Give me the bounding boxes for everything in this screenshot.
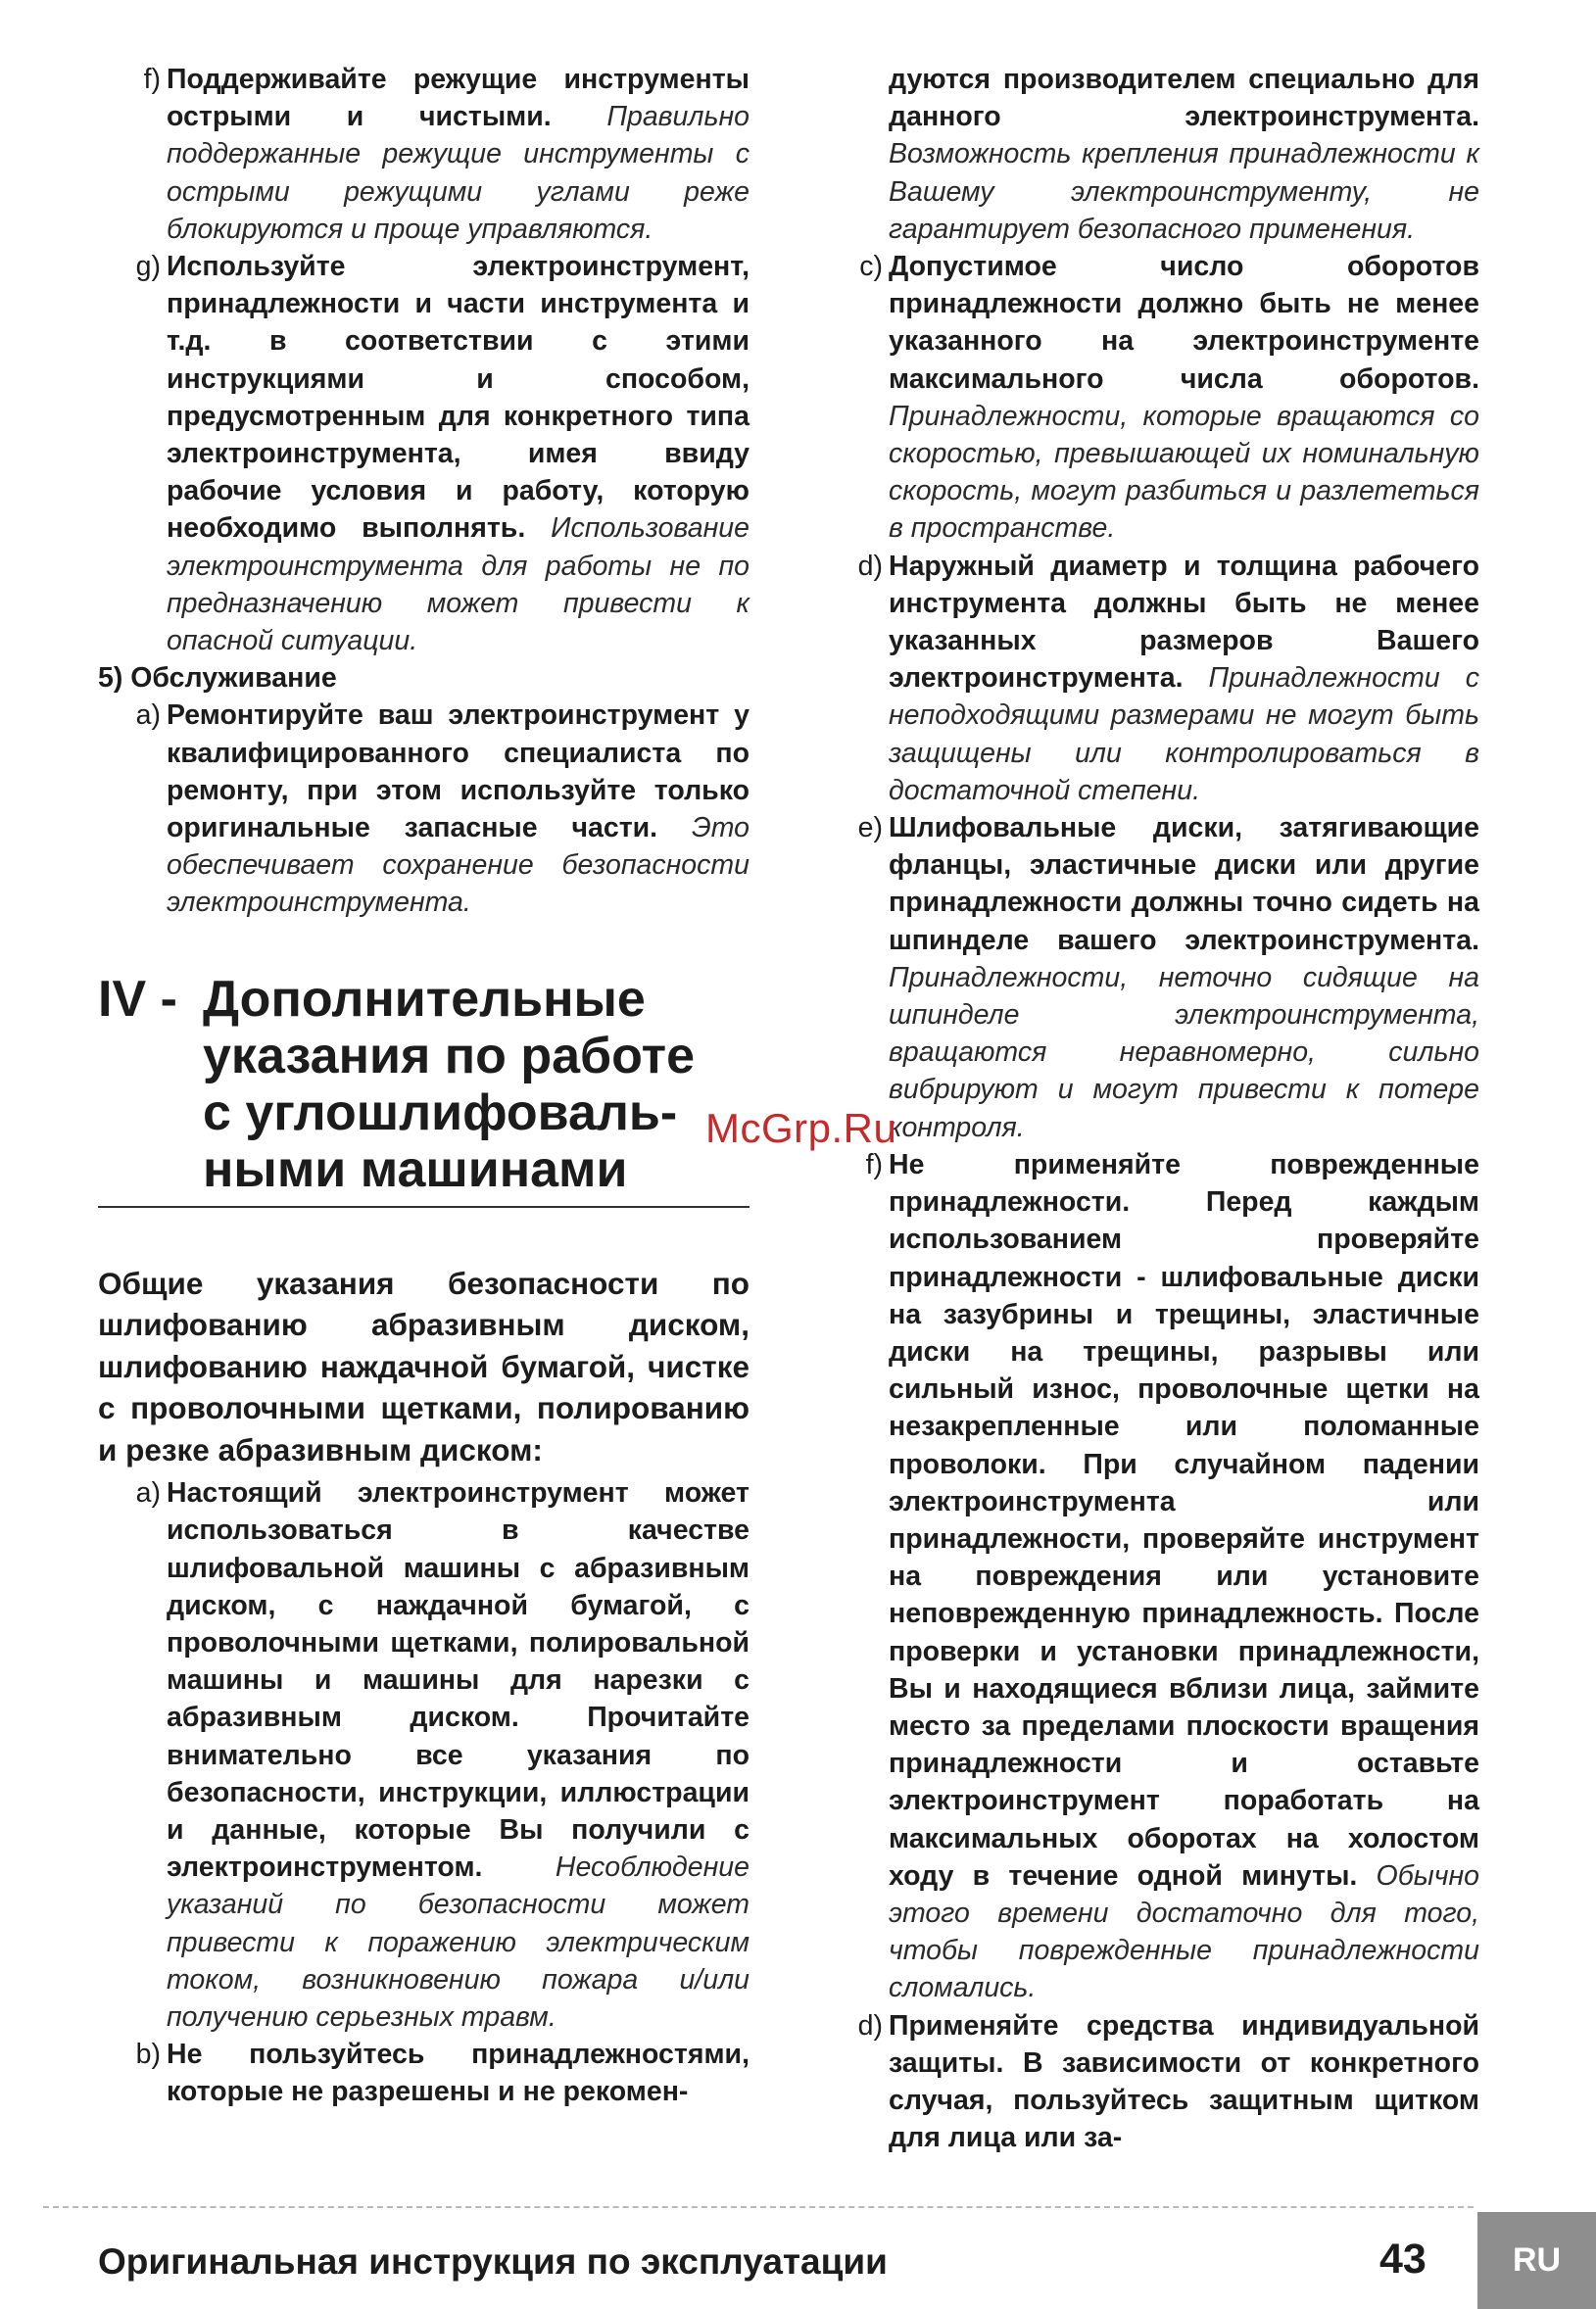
chapter-title-line: Дополнительные <box>203 970 646 1028</box>
list-item <box>848 809 1479 1146</box>
chapter-title-line: с углошлифоваль- <box>203 1083 678 1141</box>
list-item <box>98 697 750 921</box>
item-bold-text: Наружный диаметр и толщина рабочего инструмента должны быть не менее указанных размеров Вашего электроинструмента. <box>889 550 1479 695</box>
list-item-continuation <box>848 61 1479 248</box>
item-italic-text: Это обеспечивает сохранение безопасности электроинструмента. <box>167 812 750 919</box>
chapter-heading <box>98 971 750 1198</box>
list-item <box>98 61 750 248</box>
watermark: McGrp.Ru <box>705 1105 897 1151</box>
item-bold-text: Применяйте средства индивидуальной защиты. В зависимости от конкретного случая, пользуйтесь защитным щитком для лица или за- <box>889 2009 1479 2154</box>
right-items <box>848 248 1479 2156</box>
list-item-marker: a) <box>135 699 161 732</box>
chapter-title-line: ными машинами <box>203 1140 628 1198</box>
item-bold-text: Настоящий электроинструмент может использоваться в качестве шлифовальной машины с абразивным диском, с наждачной бумагой, с проволочными щетками, полировальной машины и машины для нарезки с абразивным диском. Прочитайте внимательно все указания по безопасности, инструкции, иллюстрации и данные, которые Вы получили с электроинструментом. <box>167 1477 750 1884</box>
item-bold-text: дуются производителем специально для данного электроинструмента. <box>889 64 1479 133</box>
item-bold-text: Не применяйте поврежденные принадлежности. Перед каждым использованием проверяйте принадлежности - шлифовальные диски на зазубрины и трещины, эластичные диски на трещины, разрывы или сильный износ, проволочные щетки на незакрепленные или поломанные проволоки. При случайном падении электроинструмента или принадлежности, проверяйте инструмент на повреждения или установите неповрежденную принадлежность. После проверки и установки принадлежности, Вы и находящиеся вблизи лица, займите место за пределами плоскости вращения принадлежности и оставьте электроинструмент поработать на максимальных оборотах на холостом ходу в течение одной минуты. <box>889 1148 1479 1892</box>
item-bold-text: Используйте электроинструмент, принадлежности и части инструмента и т.д. в соответствии с этими инструкциями и способом, предусмотренным для конкретного типа электроинструмента, имея ввиду рабочие условия и работу, которую необходимо выполнять. <box>167 251 750 545</box>
language-tab: RU <box>1477 2212 1596 2309</box>
list-item <box>848 2007 1479 2157</box>
list-item-marker: e) <box>857 812 883 844</box>
list-item <box>98 2036 750 2110</box>
section-heading-maintenance: 5) Обслуживание <box>98 662 337 695</box>
item-italic-text: Несоблюдение указаний по безопасности может привести к поражению электрическим током, возникновению пожара и/или получению серьезных травм. <box>167 1852 750 2034</box>
item-italic-text: Принадлежности с неподходящими размерами не могут быть защищены или контролироваться в достаточной степени. <box>889 662 1479 806</box>
item-italic-text: Принадлежности, неточно сидящие на шпинделе электроинструмента, вращаются неравномерно, сильно вибрируют и могут привести к потере контроля. <box>889 961 1479 1143</box>
left-items-bottom <box>98 1474 750 2110</box>
item-italic-text: Использование электроинструмента для работы не по предназначению может привести к опасной ситуации. <box>167 512 750 657</box>
left-column <box>98 61 750 2111</box>
maintenance-items <box>98 697 750 921</box>
footer-title: Оригинальная инструкция по эксплуатации <box>98 2241 888 2282</box>
list-item-marker: g) <box>135 251 161 283</box>
list-item-marker: c) <box>859 251 883 283</box>
heading-divider <box>98 1206 750 1208</box>
list-item <box>848 248 1479 548</box>
list-item-marker: a) <box>135 1477 161 1510</box>
list-item-marker: d) <box>857 550 883 582</box>
list-item-marker: f) <box>143 64 161 95</box>
list-item <box>848 1146 1479 2007</box>
item-italic-text: Обычно этого времени достаточно для того, чтобы поврежденные принадлежности сломались. <box>889 1859 1480 2004</box>
item-bold-text: Допустимое число оборотов принадлежности должно быть не менее указанного на электроинструменте максимального числа оборотов. <box>889 251 1479 395</box>
footer-divider <box>43 2206 1474 2208</box>
left-items-top <box>98 61 750 659</box>
item-bold-text: Шлифовальные диски, затягивающие фланцы, эластичные диски или другие принадлежности должны точно сидеть на шпинделе вашего электроинструмента. <box>889 812 1479 956</box>
page-number: 43 <box>1379 2236 1427 2283</box>
list-item <box>848 548 1479 809</box>
right-column <box>848 61 1479 2156</box>
item-italic-text: Возможность крепления принадлежности к Вашему электроинструменту, не гарантирует безопасного применения. <box>889 138 1479 245</box>
list-item <box>98 1474 750 2036</box>
list-item-marker: b) <box>135 2039 161 2071</box>
chapter-number: IV - <box>98 970 177 1028</box>
item-bold-text: Не пользуйтесь принадлежностями, которые не разрешены и не рекомен- <box>167 2039 750 2108</box>
intro-paragraph: Общие указания безопасности по шлифованию абразивным диском, шлифованию наждачной бумагой, чистке с проволочными щетками, полированию и резке абразивным диском: <box>98 1265 750 1467</box>
item-italic-text: Принадлежности, которые вращаются со скоростью, превышающей их номинальную скорость, могут разбиться и разлететься в пространстве. <box>889 400 1479 545</box>
list-item <box>98 248 750 659</box>
list-item-marker: f) <box>865 1148 883 1180</box>
item-bold-text: Поддерживайте режущие инструменты острыми и чистыми. <box>167 64 750 133</box>
list-item-marker: d) <box>857 2009 883 2042</box>
item-bold-text: Ремонтируйте ваш электроинструмент у квалифицированного специалиста по ремонту, при этом используйте только оригинальные запасные части. <box>167 699 750 844</box>
chapter-title-line: указания по работе <box>203 1027 696 1084</box>
item-italic-text: Правильно поддержанные режущие инструменты с острыми режущими углами реже блокируются и проще управляются. <box>167 101 750 245</box>
